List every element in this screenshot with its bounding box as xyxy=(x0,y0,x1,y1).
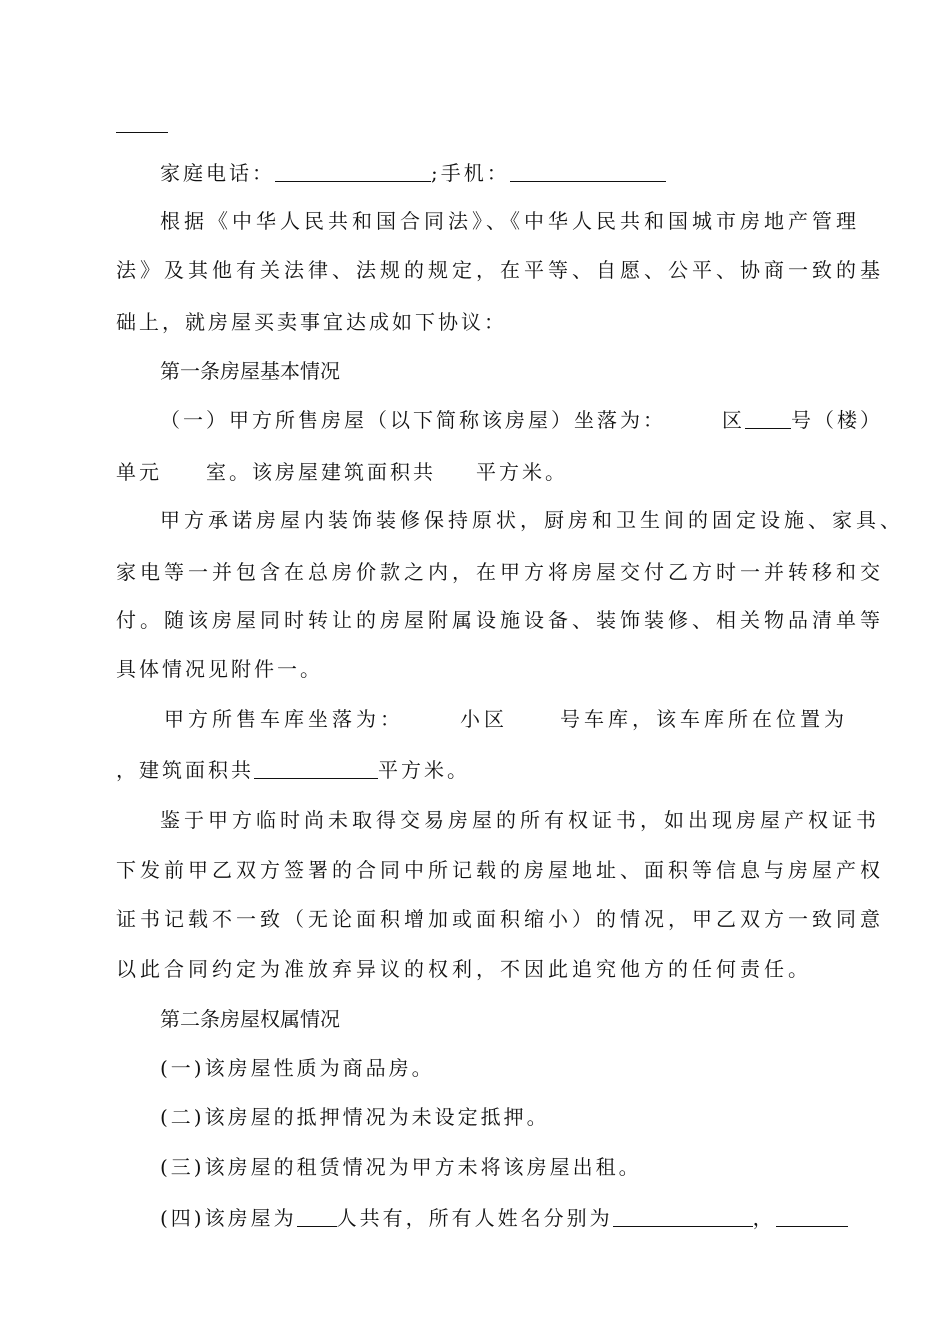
owner-name-blank-2 xyxy=(776,1208,848,1227)
co-owner-text: (四)该房屋为 xyxy=(160,1206,297,1230)
para1-line2: 法》及其他有关法律、法规的规定，在平等、自愿、公平、协商一致的基 xyxy=(116,258,884,282)
owner-name-blank-1 xyxy=(613,1208,753,1227)
article2-item3: (三)该房屋的租赁情况为甲方未将该房屋出租。 xyxy=(160,1155,642,1179)
article1-item1-line1 xyxy=(160,408,883,432)
phone-label: 家庭电话： xyxy=(160,161,275,185)
garage-line2 xyxy=(116,758,470,782)
para1-line1: 根据《中华人民共和国合同法》、《中华人民共和国城市房地产管理 xyxy=(160,209,860,233)
unit-label: 单元 xyxy=(116,460,162,484)
room-area-text: 室。该房屋建筑面积共 xyxy=(206,460,436,484)
para3-line3: 证书记载不一致（无论面积增加或面积缩小）的情况，甲乙双方一致同意 xyxy=(116,907,884,931)
sqm-label: 平方米。 xyxy=(476,460,568,484)
blank-field xyxy=(116,114,168,133)
article2-item4 xyxy=(160,1206,848,1230)
phone-line xyxy=(160,161,666,185)
garage-line1 xyxy=(164,707,848,731)
mobile-blank xyxy=(510,163,666,182)
article1-title: 第一条房屋基本情况 xyxy=(160,359,340,383)
garage-location-text: 甲方所售车库坐落为： xyxy=(164,707,404,731)
district-label: 区 xyxy=(722,408,745,432)
para2-line1: 甲方承诺房屋内装饰装修保持原状，厨房和卫生间的固定设施、家具、 xyxy=(160,508,904,532)
para2-line4: 具体情况见附件一。 xyxy=(116,657,323,681)
garage-number-text: 号车库，该车库所在位置为 xyxy=(560,707,848,731)
garage-area-blank xyxy=(254,760,378,779)
home-phone-blank xyxy=(275,163,431,182)
top-blank-line xyxy=(116,112,168,136)
owner-count-blank xyxy=(297,1208,337,1227)
garage-sqm-label: 平方米。 xyxy=(378,758,470,782)
para1-line3: 础上，就房屋买卖事宜达成如下协议： xyxy=(116,310,507,334)
comma: ， xyxy=(752,1206,776,1230)
community-label: 小区 xyxy=(460,707,508,731)
article1-item1-line2 xyxy=(116,460,568,484)
item1-text: （一）甲方所售房屋（以下简称该房屋）坐落为： xyxy=(160,408,666,432)
mobile-label: ;手机： xyxy=(431,161,510,185)
number-blank xyxy=(745,410,791,429)
building-label: 号（楼） xyxy=(791,408,883,432)
article2-item2: (二)该房屋的抵押情况为未设定抵押。 xyxy=(160,1105,550,1129)
para2-line3: 付。随该房屋同时转让的房屋附属设施设备、装饰装修、相关物品清单等 xyxy=(116,608,884,632)
owner-names-text: 人共有，所有人姓名分别为 xyxy=(336,1206,613,1230)
para3-line2: 下发前甲乙双方签署的合同中所记载的房屋地址、面积等信息与房屋产权 xyxy=(116,858,884,882)
article2-item1: (一)该房屋性质为商品房。 xyxy=(160,1056,435,1080)
garage-area-text: ，建筑面积共 xyxy=(116,758,254,782)
para3-line4: 以此合同约定为准放弃异议的权利，不因此追究他方的任何责任。 xyxy=(116,957,812,981)
para3-line1: 鉴于甲方临时尚未取得交易房屋的所有权证书，如出现房屋产权证书 xyxy=(160,808,880,832)
article2-title: 第二条房屋权属情况 xyxy=(160,1007,340,1031)
para2-line2: 家电等一并包含在总房价款之内，在甲方将房屋交付乙方时一并转移和交 xyxy=(116,560,884,584)
